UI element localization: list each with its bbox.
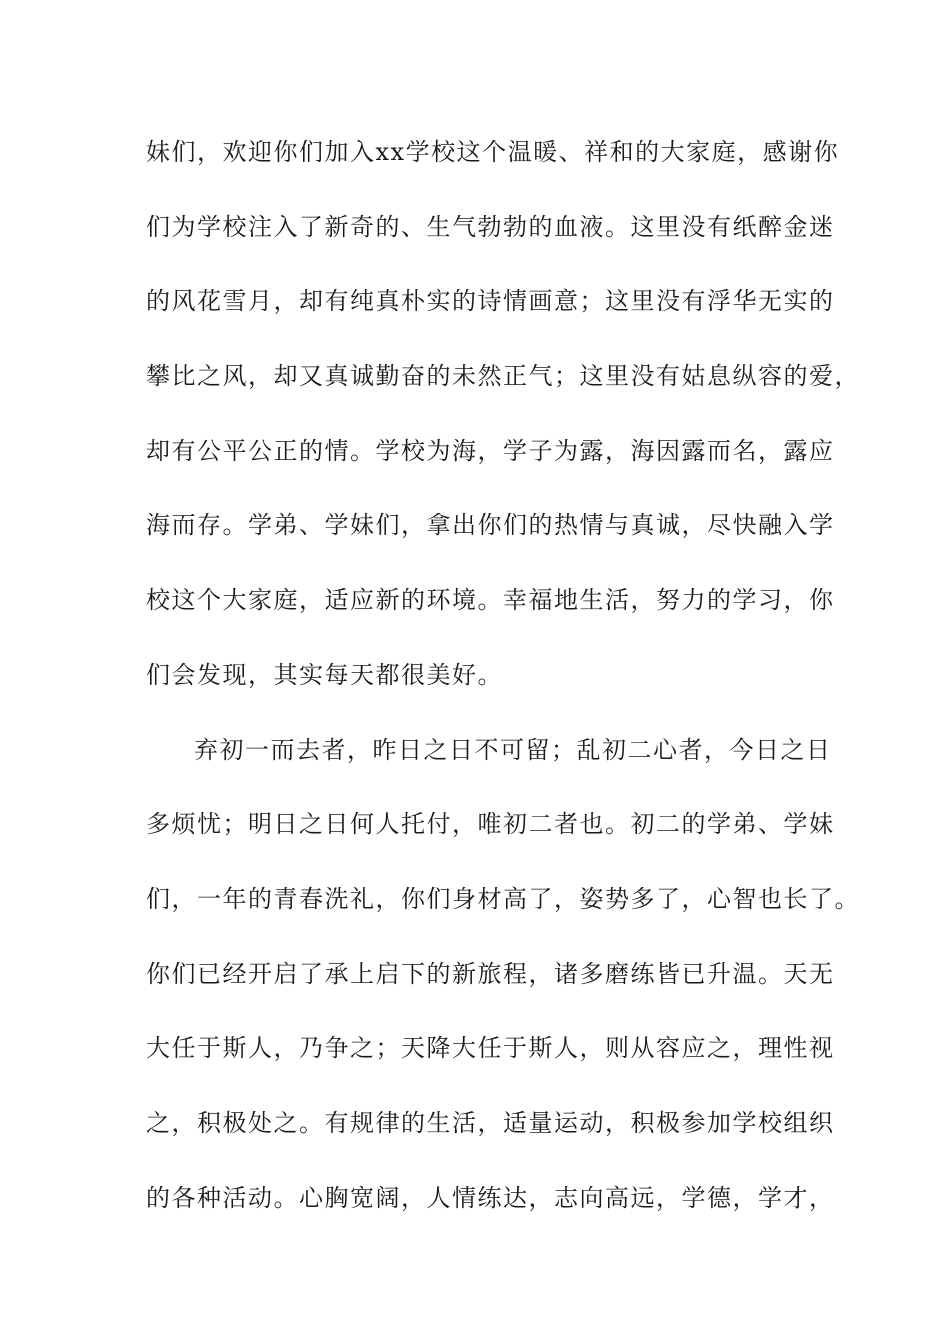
text-line: 攀比之风，却又真诚勤奋的未然正气；这里没有姑息纵容的爱， — [146, 362, 860, 391]
text-line: 你们已经开启了承上启下的新旅程，诸多磨练皆已升温。天无 — [146, 959, 835, 988]
text-line: 们为学校注入了新奇的、生气勃勃的血液。这里没有纸醉金迷 — [146, 212, 835, 241]
text-line: 多烦忧；明日之日何人托付，唯初二者也。初二的学弟、学妹 — [146, 810, 835, 839]
text-line: 校这个大家庭，适应新的环境。幸福地生活，努力的学习，你 — [146, 586, 835, 615]
text-line: 的各种活动。心胸宽阔，人情练达，志向高远，学德，学才， — [146, 1183, 835, 1212]
text-line: 们，一年的青春洗礼，你们身材高了，姿势多了，心智也长了。 — [146, 884, 860, 913]
text-line: 之，积极处之。有规律的生活，适量运动，积极参加学校组织 — [146, 1108, 835, 1137]
body-text — [146, 128, 860, 1248]
text-line: 妹们，欢迎你们加入xx学校这个温暖、祥和的大家庭，感谢你 — [146, 138, 840, 166]
text-line: 却有公平公正的情。学校为海，学子为露，海因露而名，露应 — [146, 436, 835, 465]
text-line: 大任于斯人，乃争之；天降大任于斯人，则从容应之，理性视 — [146, 1034, 835, 1063]
text-line: 海而存。学弟、学妹们，拿出你们的热情与真诚，尽快融入学 — [146, 511, 835, 540]
text-line: 们会发现，其实每天都很美好。 — [146, 660, 503, 689]
text-line: 的风花雪月，却有纯真朴实的诗情画意；这里没有浮华无实的 — [146, 287, 835, 316]
paragraph-start-line: 弃初一而去者，昨日之日不可留；乱初二心者，今日之日 — [194, 735, 832, 764]
